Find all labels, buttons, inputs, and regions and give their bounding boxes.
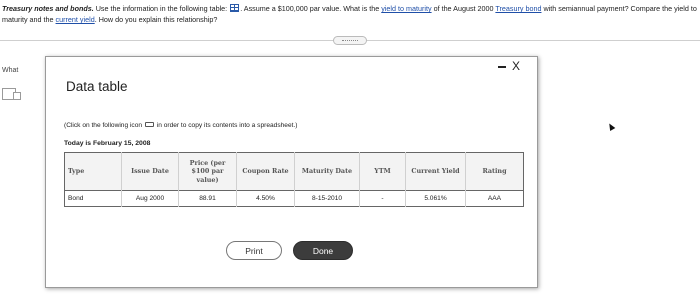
question-part-2: . Assume a $100,000 par value. What is the [240, 4, 382, 13]
cell-ytm: - [360, 191, 406, 207]
col-header-issue-date: Issue Date [122, 153, 179, 191]
cell-maturity-date: 8-15-2010 [295, 191, 360, 207]
done-button[interactable]: Done [293, 241, 353, 260]
col-header-coupon-rate: Coupon Rate [237, 153, 295, 191]
question-part-1: Use the information in the following table: [93, 4, 230, 13]
print-button[interactable]: Print [226, 241, 282, 260]
collapse-handle[interactable] [333, 36, 367, 45]
mouse-cursor-icon [607, 122, 616, 131]
cell-issue-date: Aug 2000 [122, 191, 179, 207]
cell-rating: AAA [466, 191, 524, 207]
minimize-icon[interactable] [498, 66, 506, 68]
table-row [65, 191, 524, 207]
col-header-rating: Rating [466, 153, 524, 191]
cell-coupon-rate: 4.50% [237, 191, 295, 207]
dialog-title: Data table [66, 79, 128, 94]
cell-price: 88.91 [179, 191, 237, 207]
question-bold-lead: Treasury notes and bonds. [2, 4, 94, 13]
background-truncated-label: What [2, 67, 19, 74]
cell-current-yield: 5.061% [406, 191, 466, 207]
col-header-price: Price (per $100 par value) [179, 153, 237, 191]
question-part-3: of the August 2000 [431, 4, 496, 13]
close-icon[interactable]: X [512, 59, 521, 73]
col-header-current-yield: Current Yield [406, 153, 466, 191]
question-part-4: with semiannual payment? Compare the yield to maturity and the [2, 4, 697, 24]
bond-data-table [64, 152, 524, 207]
table-icon[interactable] [230, 4, 239, 12]
data-table-dialog [45, 56, 538, 288]
question-part-5: . How do you explain this relationship? [94, 15, 218, 24]
col-header-type: Type [65, 153, 122, 191]
question-text [2, 3, 698, 25]
cell-type: Bond [65, 191, 122, 207]
today-date: Today is February 15, 2008 [64, 140, 151, 147]
yield-to-maturity-link[interactable]: yield to maturity [381, 4, 432, 13]
background-answer-box-icon[interactable] [2, 88, 16, 100]
treasury-bond-link[interactable]: Treasury bond [495, 4, 542, 13]
col-header-maturity-date: Maturity Date [295, 153, 360, 191]
copy-spreadsheet-icon[interactable] [145, 122, 154, 127]
col-header-ytm: YTM [360, 153, 406, 191]
copy-instruction [64, 122, 297, 129]
instruction-post: in order to copy its contents into a spreadsheet.) [154, 122, 298, 129]
window-controls [496, 60, 532, 74]
instruction-pre: (Click on the following icon [64, 122, 144, 129]
current-yield-link[interactable]: current yield [55, 15, 95, 24]
